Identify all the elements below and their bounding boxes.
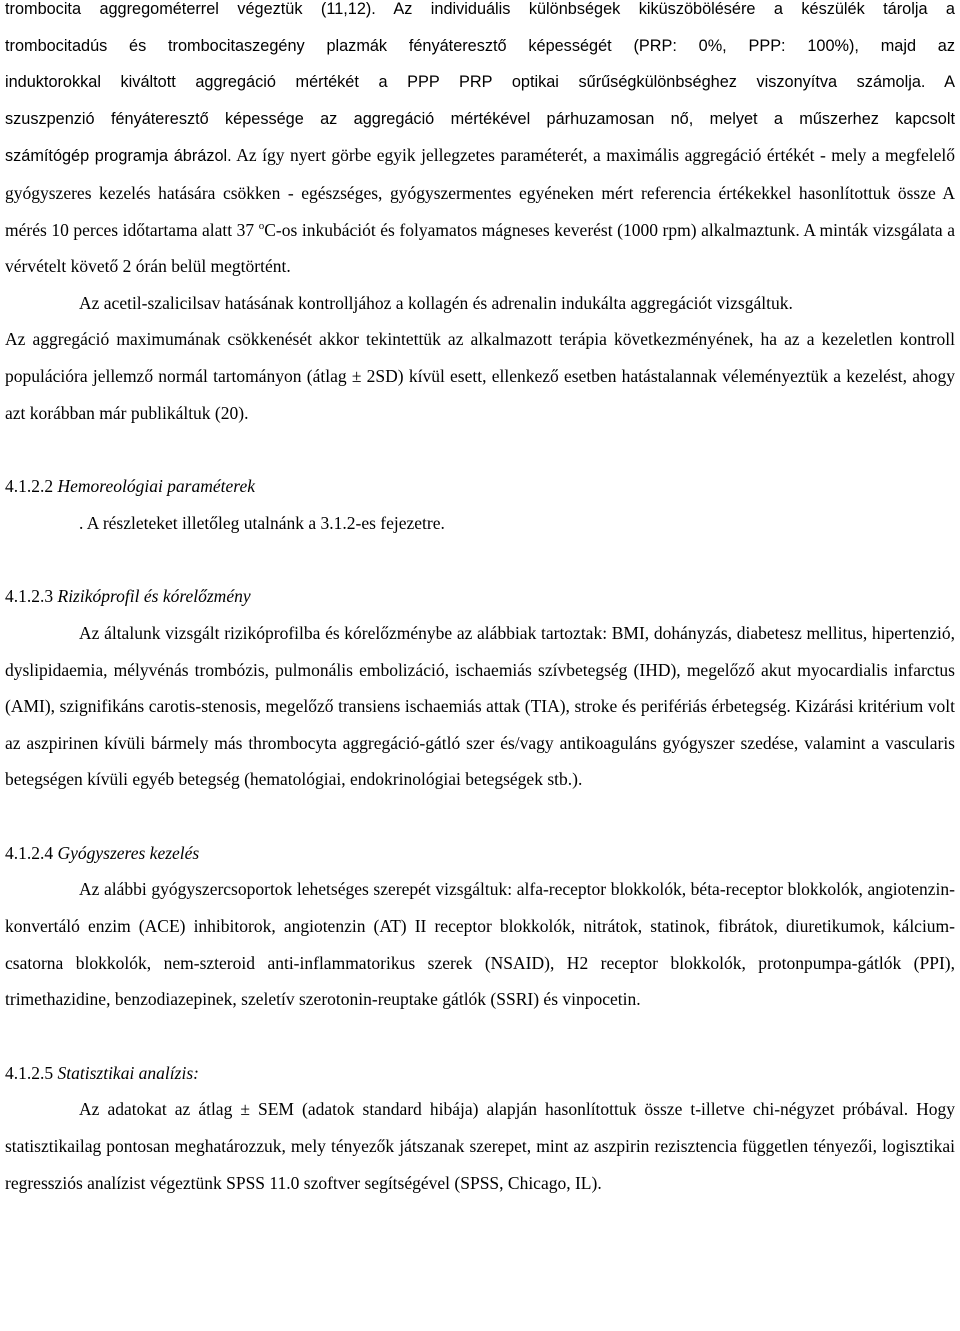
section-number: 4.1.2.4 — [5, 842, 58, 863]
text-run: Az így nyert görbe egyik jellegzetes paraméterét, a maximális aggregáció értékét - mely a megfelelő gyógyszeres kezelés hatására csökken - egészséges, gyógyszermentes egyéneken mért referencia értékekkel hasonlítottuk össze A mérés 10 perces időtartama alatt 37 — [5, 145, 956, 240]
section-heading-risk-profile — [5, 578, 955, 615]
paragraph-aggregation: Az aggregáció maximumának csökkenését akkor tekintettük az alkalmazott terápia következményének, ha az a kezeletlen kontroll populációra jellemző normál tartományon (átlag ± 2SD) kívül esett, ellenkező esetben hatástalannak véleményeztük a kezelést, ahogy azt korábban már publikáltuk (20). — [5, 329, 955, 423]
section-title: Statisztikai analízis: — [57, 1062, 199, 1083]
section-heading-hemorheology — [5, 468, 955, 505]
section-title: Hemoreológiai paraméterek — [57, 476, 255, 497]
section-title: Gyógyszeres kezelés — [57, 842, 200, 863]
section-heading-statistics — [5, 1055, 955, 1092]
section-number: 4.1.2.2 — [5, 476, 58, 497]
text-paragraph — [5, 137, 955, 284]
text-line: trombocita aggregométerrel végeztük (11,12). Az individuális különbségek kiküszöbölésére a készülék tárolja a — [5, 0, 955, 18]
section-heading-medication — [5, 835, 955, 872]
text-line: induktorokkal kiváltott aggregáció mértékét a PPP PRP optikai sűrűségkülönbséghez viszonyítva számolja. A — [5, 73, 955, 92]
text-line: trombocitadús és trombocitaszegény plazmák fényáteresztő képességét (PRP: 0%, PPP: 100%), majd az — [5, 36, 955, 55]
section-body: Az adatokat az átlag ± SEM (adatok standard hibája) alapján hasonlítottuk össze t-illetve chi-négyzet próbával. Hogy statisztikailag pontosan meghatározzuk, mely tényezők játszanak szerepet, mint az aszpirin rezisztencia független tényezői, logisztikai regressziós analízist végeztünk SPSS 11.0 szoftver segítségével (SPSS, Chicago, IL). — [5, 1099, 955, 1193]
section-body: . A részleteket illetőleg utalnánk a 3.1.2-es fejezetre. — [79, 512, 445, 533]
text-line: szuszpenzió fényáteresztő képessége az aggregáció mértékével párhuzamosan nő, melyet a műszerhez kapcsolt — [5, 109, 955, 128]
section-title: Rizikóprofil és kórelőzmény — [57, 586, 251, 607]
section-body: Az alábbi gyógyszercsoportok lehetséges szerepét vizsgáltuk: alfa-receptor blokkolók, béta-receptor blokkolók, angiotenzin-konvertáló enzim (ACE) inhibitorok, angiotenzin (AT) II receptor blokkolók, nitrátok, statinok, fibrátok, diuretikumok, kálcium-csatorna blokkolók, nem-szteroid anti-inflammatorikus szerek (NSAID), H2 receptor blokkolók, protonpumpa-gátlók (PPI), trimethazidine, benzodiazepinek, szeletív szerotonin-reuptake gátlók (SSRI) és vinpocetin. — [5, 879, 955, 1010]
text-run: számítógép programja ábrázol. — [5, 147, 232, 166]
section-number: 4.1.2.5 — [5, 1062, 58, 1083]
text-run: C-os inkubációt és folyamatos mágneses keverést (1000 rpm) alkalmaztunk. A minták vizsgálata a vérvételt követő 2 órán belül megtörtént. — [5, 219, 955, 277]
section-number: 4.1.2.3 — [5, 586, 58, 607]
paragraph-control: Az acetil-szalicilsav hatásának kontrolljához a kollagén és adrenalin indukálta aggregációt vizsgáltuk. — [79, 292, 793, 313]
section-body: Az általunk vizsgált rizikóprofilba és kórelőzménybe az alábbiak tartoztak: BMI, dohányzás, diabetesz mellitus, hipertenzió, dyslipidaemia, mélyvénás trombózis, pulmonális embolizáció, ischaemiás szívbetegség (IHD), megelőző akut myocardialis infarctus (AMI), szignifikáns carotis-stenosis, megelőző transiens ischaemiás attak (TIA), stroke és perifériás érbetegség. Kizárási kritérium volt az aszpirinen kívüli bármely más thrombocyta aggregáció-gátló szer és/vagy antikoaguláns gyógyszer szedése, valamint a vascularis betegségen kívüli egyéb betegség (hematológiai, endokrinológiai betegségek stb.). — [5, 622, 955, 790]
paragraph-method-1 — [5, 0, 955, 285]
degree-symbol: o — [258, 219, 265, 232]
